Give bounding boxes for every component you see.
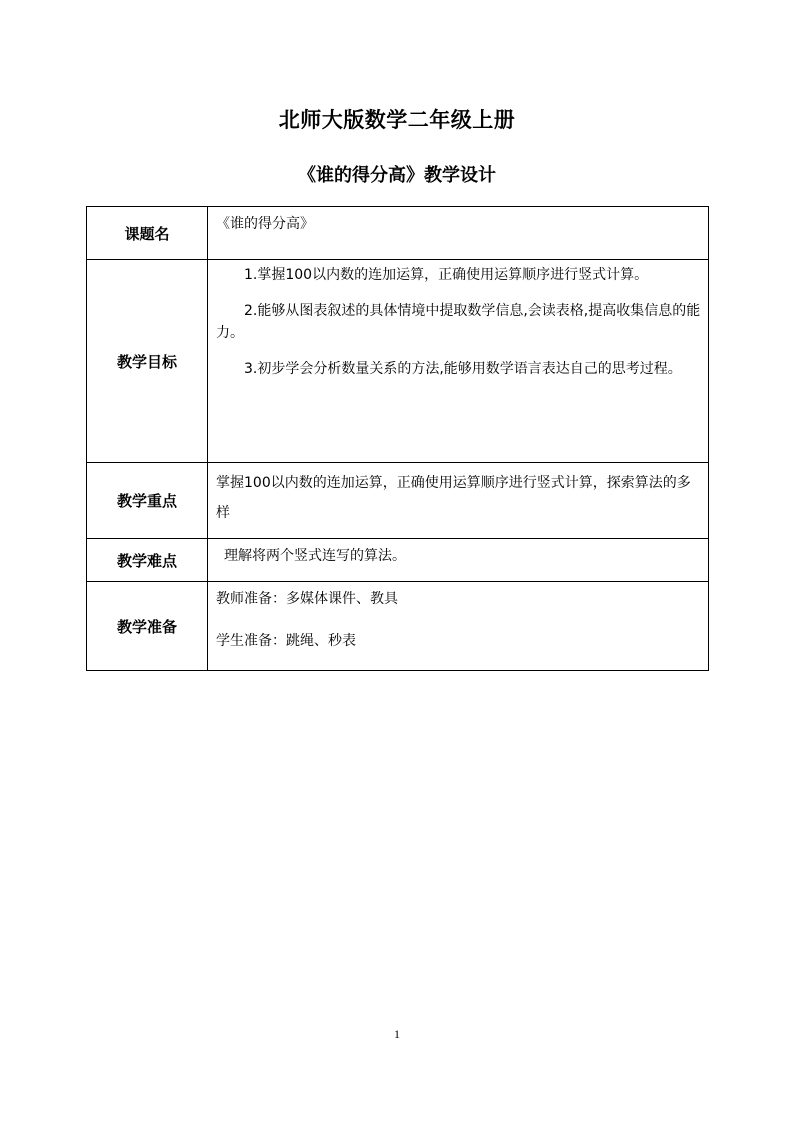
difficulty-label: 教学难点 xyxy=(87,539,208,582)
focus-label: 教学重点 xyxy=(87,463,208,539)
page-number: 1 xyxy=(394,1027,400,1041)
document-title: 北师大版数学二年级上册 xyxy=(278,107,516,132)
goal-item-1: 1.掌握100以内数的连加运算，正确使用运算顺序进行竖式计算。 xyxy=(244,267,649,283)
table-row-focus xyxy=(87,463,709,539)
table-row-goals xyxy=(87,260,709,463)
student-preparation: 学生准备：跳绳、秒表 xyxy=(216,633,356,649)
goals-cell xyxy=(208,260,709,463)
table-row-difficulty xyxy=(87,539,709,582)
lesson-plan-table xyxy=(86,206,709,671)
goals-label: 教学目标 xyxy=(87,260,208,463)
teacher-preparation: 教师准备：多媒体课件、教具 xyxy=(216,591,398,607)
goal-item-3: 3.初步学会分析数量关系的方法,能够用数学语言表达自己的思考过程。 xyxy=(244,361,682,377)
difficulty-cell xyxy=(208,539,709,582)
topic-label: 课题名 xyxy=(87,207,208,260)
topic-value: 《谁的得分高》 xyxy=(208,207,709,260)
focus-value: 掌握100以内数的连加运算，正确使用运算顺序进行竖式计算，探索算法的多样 xyxy=(216,475,691,521)
goal-item-2: 2.能够从图表叙述的具体情境中提取数学信息,会读表格,提高收集信息的能力。 xyxy=(216,303,701,341)
preparation-label: 教学准备 xyxy=(87,582,208,671)
document-subtitle: 《谁的得分高》教学设计 xyxy=(298,165,496,186)
table-row-topic xyxy=(87,207,709,260)
preparation-cell xyxy=(208,582,709,671)
table-row-preparation xyxy=(87,582,709,671)
difficulty-value: 理解将两个竖式连写的算法。 xyxy=(224,548,406,564)
focus-cell xyxy=(208,463,709,539)
